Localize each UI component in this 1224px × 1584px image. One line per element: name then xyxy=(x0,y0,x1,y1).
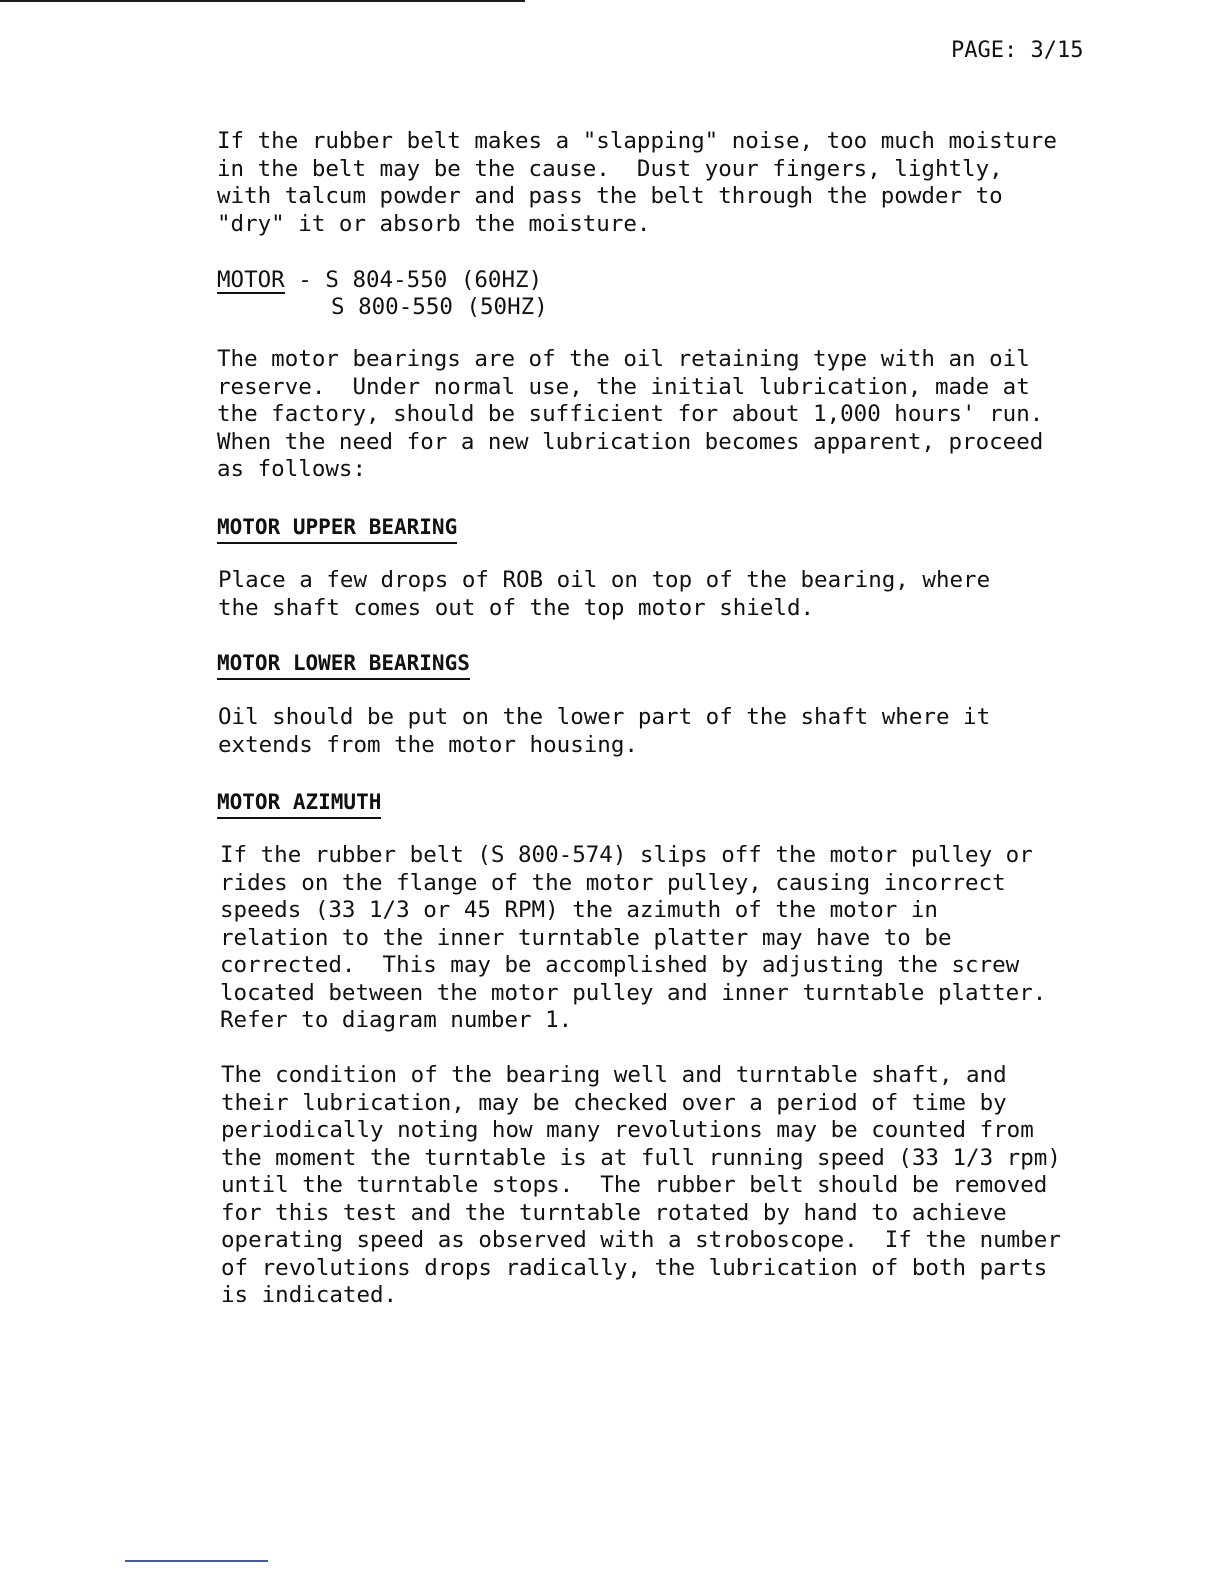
motor-upper-bearing-text: Place a few drops of ROB oil on top of the bearing, where the shaft comes out of the top motor shield. xyxy=(218,567,991,621)
motor-bearings-paragraph: The motor bearings are of the oil retaining type with an oil reserve. Under normal use, the initial lubrication, made at the factory, should be sufficient for about 1,000 hours' run. When the need for a new lubrication becomes apparent, proceed as follows: xyxy=(217,346,1044,482)
motor-part-60hz: S 804-550 (60HZ) xyxy=(325,267,543,293)
motor-part-50hz: S 800-550 (50HZ) xyxy=(331,294,548,320)
belt-moisture-paragraph: If the rubber belt makes a "slapping" noise, too much moisture in the belt may be the cause. Dust your fingers, lightly, with talcum powder and pass the belt through the powder to "dry" it or absorb the moisture. xyxy=(217,128,1057,237)
bearing-condition-paragraph: The condition of the bearing well and turntable shaft, and their lubrication, may be checked over a period of time by periodically noting how many revolutions may be counted from the moment the turntable is at full running speed (33 1/3 rpm) until the turntable stops. The rubber belt should be removed for this test and the turntable rotated by hand to achieve operating speed as observed with a stroboscope. If the number of revolutions drops radically, the lubrication of both parts is indicated. xyxy=(221,1062,1061,1308)
motor-upper-bearing-heading: MOTOR UPPER BEARING xyxy=(217,514,457,544)
motor-label: MOTOR xyxy=(217,267,285,293)
motor-part-line-50hz xyxy=(331,294,548,321)
scan-edge-line-top xyxy=(0,0,525,2)
page-number: PAGE: 3/15 xyxy=(951,38,1084,63)
motor-lower-bearings-heading: MOTOR LOWER BEARINGS xyxy=(217,650,470,680)
motor-azimuth-heading: MOTOR AZIMUTH xyxy=(217,789,381,819)
scan-edge-line-bottom xyxy=(125,1560,268,1562)
motor-lower-bearings-text: Oil should be put on the lower part of the shaft where it extends from the motor housing. xyxy=(218,704,991,758)
motor-azimuth-text: If the rubber belt (S 800-574) slips off the motor pulley or rides on the flange of the motor pulley, causing incorrect speeds (33 1/3 or 45 RPM) the azimuth of the motor in relation to the inner turntable platter may have to be corrected. This may be accomplished by adjusting the screw located between the motor pulley and inner turntable platter. Refer to diagram number 1. xyxy=(220,842,1047,1033)
motor-separator: - xyxy=(284,267,326,293)
motor-part-line-60hz xyxy=(217,267,542,294)
